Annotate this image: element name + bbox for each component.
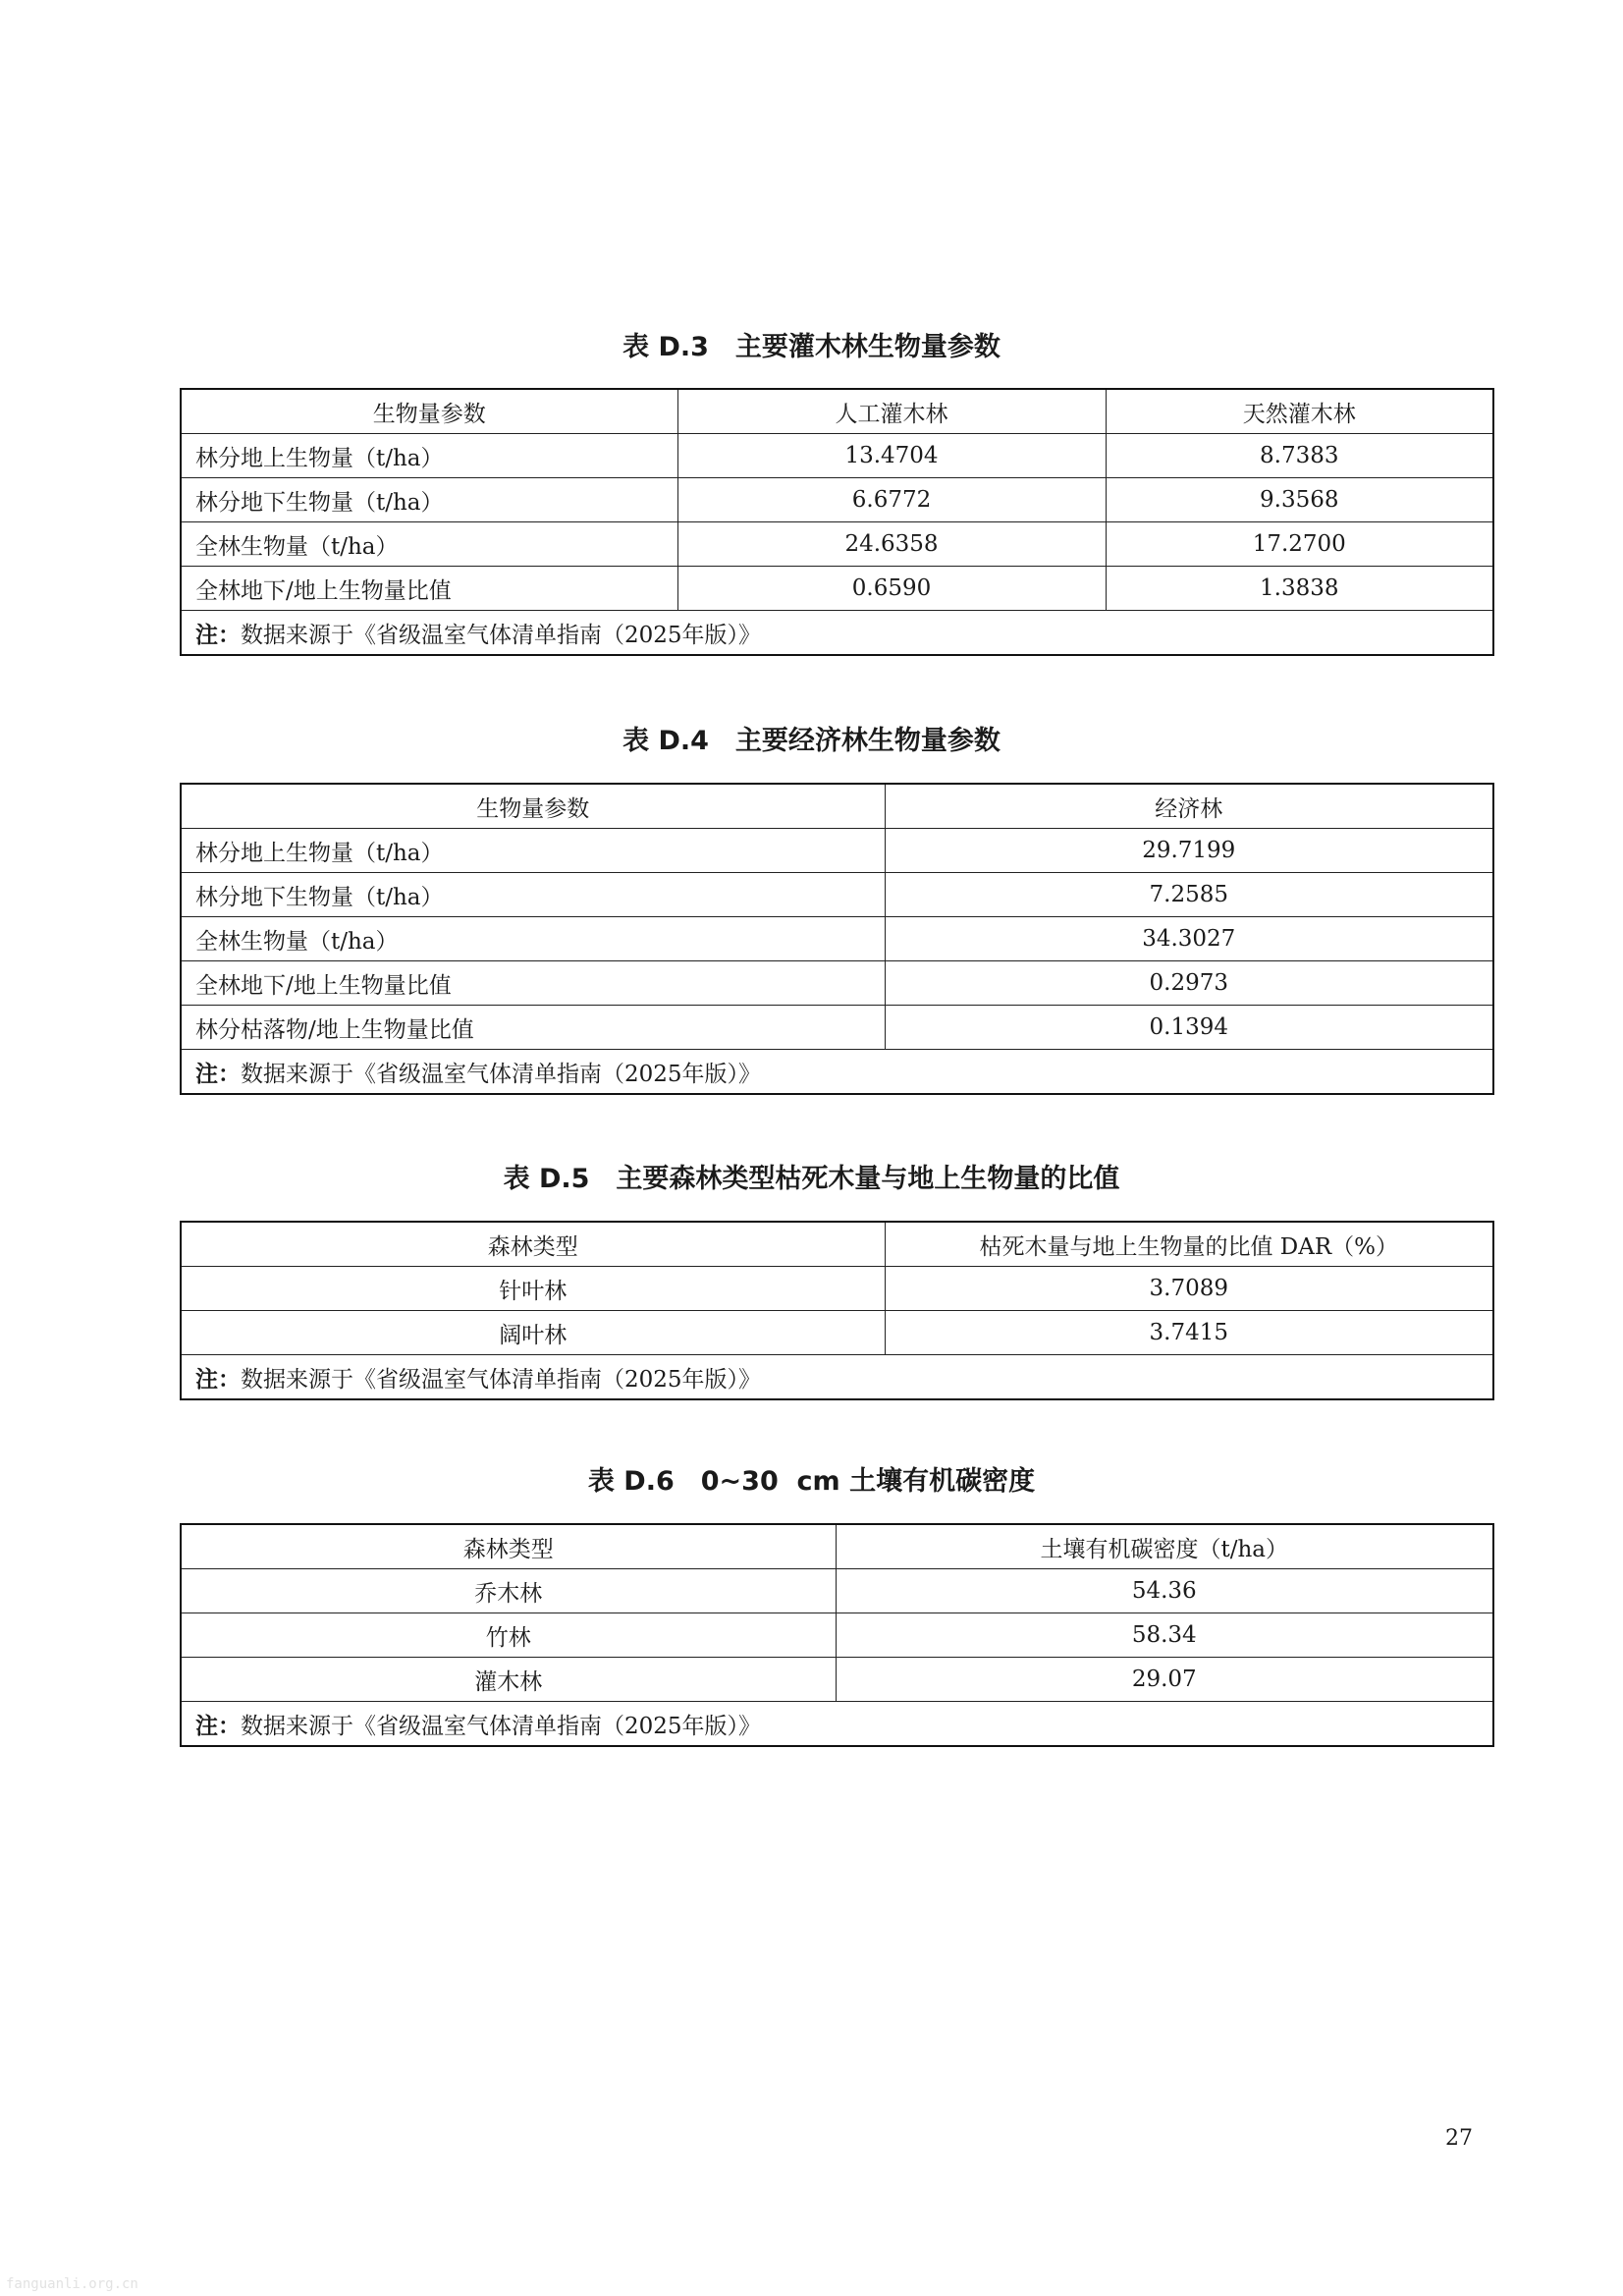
column-header: 人工灌木林: [677, 389, 1106, 434]
table-row: [181, 873, 1493, 917]
table-row: [181, 1658, 1493, 1702]
row-label: 针叶林: [181, 1267, 885, 1311]
row-label: 林分地下生物量（t/ha）: [181, 478, 677, 522]
table-cell: 9.3568: [1106, 478, 1493, 522]
table-cell: 7.2585: [885, 873, 1493, 917]
table-d4-title: 表 D.4 主要经济林生物量参数: [622, 726, 1001, 756]
table-row: [181, 1267, 1493, 1311]
column-header: 天然灌木林: [1106, 389, 1493, 434]
note-text: 数据来源于《省级温室气体清单指南（2025年版）》: [241, 1713, 762, 1739]
table-cell: 6.6772: [677, 478, 1106, 522]
row-label: 乔木林: [181, 1569, 836, 1613]
note-text: 数据来源于《省级温室气体清单指南（2025年版）》: [241, 1366, 762, 1393]
table-header-row: [181, 389, 1493, 434]
column-header: 森林类型: [181, 1524, 836, 1569]
row-label: 阔叶林: [181, 1311, 885, 1355]
table-cell: 58.34: [836, 1613, 1493, 1658]
table-row: [181, 961, 1493, 1006]
table-header-row: [181, 1524, 1493, 1569]
row-label: 林分地上生物量（t/ha）: [181, 829, 885, 873]
table-note-row: [181, 1702, 1493, 1747]
row-label: 全林生物量（t/ha）: [181, 917, 885, 961]
table-cell: 29.7199: [885, 829, 1493, 873]
table-cell: 1.3838: [1106, 567, 1493, 611]
row-label: 全林地下/地上生物量比值: [181, 961, 885, 1006]
table-d5: [180, 1221, 1494, 1400]
column-header: 生物量参数: [181, 784, 885, 829]
table-row: [181, 434, 1493, 478]
note-label: 注：: [195, 1713, 241, 1739]
table-row: [181, 522, 1493, 567]
table-row: [181, 1006, 1493, 1050]
table-row: [181, 829, 1493, 873]
row-label: 竹林: [181, 1613, 836, 1658]
table-note: [181, 1050, 1493, 1095]
column-header: 森林类型: [181, 1222, 885, 1267]
table-note-row: [181, 1050, 1493, 1095]
watermark: fanguanli.org.cn: [6, 2276, 138, 2292]
row-label: 全林生物量（t/ha）: [181, 522, 677, 567]
table-row: [181, 1613, 1493, 1658]
table-cell: 29.07: [836, 1658, 1493, 1702]
row-label: 林分枯落物/地上生物量比值: [181, 1006, 885, 1050]
table-cell: 3.7415: [885, 1311, 1493, 1355]
column-header: 土壤有机碳密度（t/ha）: [836, 1524, 1493, 1569]
row-label: 全林地下/地上生物量比值: [181, 567, 677, 611]
table-note: [181, 611, 1493, 656]
table-cell: 13.4704: [677, 434, 1106, 478]
table-cell: 0.1394: [885, 1006, 1493, 1050]
table-row: [181, 478, 1493, 522]
table-header-row: [181, 1222, 1493, 1267]
table-d6-title: 表 D.6 0~30 cm 土壤有机碳密度: [587, 1466, 1036, 1497]
table-row: [181, 1569, 1493, 1613]
table-note: [181, 1702, 1493, 1747]
table-note-row: [181, 1355, 1493, 1400]
note-label: 注：: [195, 1061, 241, 1087]
table-cell: 0.6590: [677, 567, 1106, 611]
table-header-row: [181, 784, 1493, 829]
table-d5-title: 表 D.5 主要森林类型枯死木量与地上生物量的比值: [503, 1164, 1120, 1194]
table-note: [181, 1355, 1493, 1400]
table-cell: 34.3027: [885, 917, 1493, 961]
row-label: 灌木林: [181, 1658, 836, 1702]
table-row: [181, 1311, 1493, 1355]
table-cell: 0.2973: [885, 961, 1493, 1006]
table-d4: [180, 783, 1494, 1095]
row-label: 林分地下生物量（t/ha）: [181, 873, 885, 917]
table-row: [181, 567, 1493, 611]
row-label: 林分地上生物量（t/ha）: [181, 434, 677, 478]
note-label: 注：: [195, 1366, 241, 1393]
column-header: 经济林: [885, 784, 1493, 829]
table-cell: 54.36: [836, 1569, 1493, 1613]
column-header: 生物量参数: [181, 389, 677, 434]
table-d3: [180, 388, 1494, 656]
table-cell: 8.7383: [1106, 434, 1493, 478]
note-text: 数据来源于《省级温室气体清单指南（2025年版）》: [241, 622, 762, 648]
note-label: 注：: [195, 622, 241, 648]
table-note-row: [181, 611, 1493, 656]
table-cell: 3.7089: [885, 1267, 1493, 1311]
table-cell: 24.6358: [677, 522, 1106, 567]
note-text: 数据来源于《省级温室气体清单指南（2025年版）》: [241, 1061, 762, 1087]
table-row: [181, 917, 1493, 961]
column-header: 枯死木量与地上生物量的比值 DAR（%）: [885, 1222, 1493, 1267]
table-d6: [180, 1523, 1494, 1747]
page-number: 27: [1445, 2126, 1473, 2151]
table-d3-title: 表 D.3 主要灌木林生物量参数: [622, 332, 1001, 362]
table-cell: 17.2700: [1106, 522, 1493, 567]
